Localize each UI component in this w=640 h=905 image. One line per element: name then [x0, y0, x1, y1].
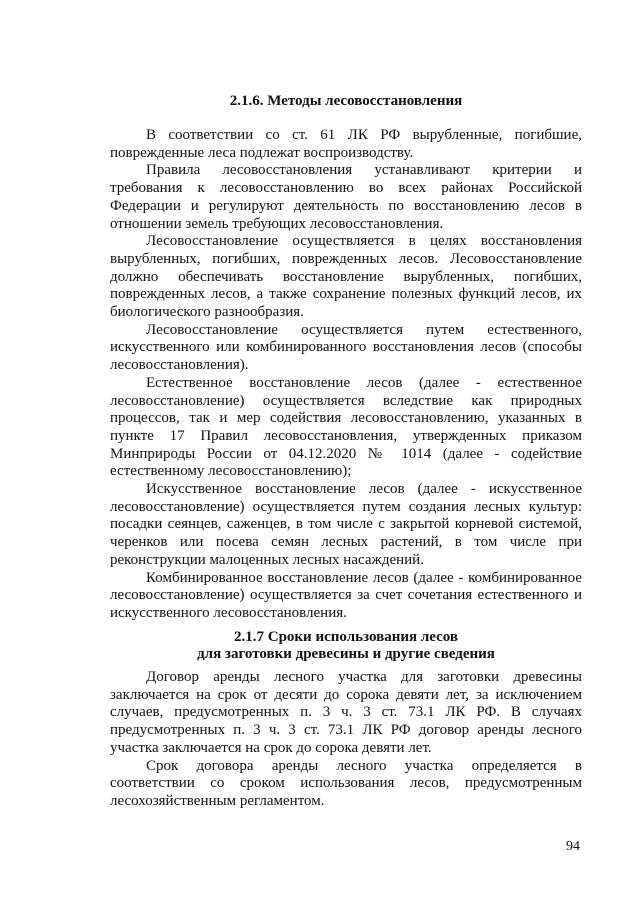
paragraph: Естественное восстановление лесов (далее - естественное лесовосстановление) осуществляется вследствие как природных процессов, так и мер содействия лесовосстановлению, указанных в пункте 17 Правил лесовосстановления, утвержденных приказом Минприроды России от 04.12.2020 № 1014 (далее - содействие естественному лесовосстановлению); — [110, 374, 582, 480]
paragraph: Лесовосстановление осуществляется путем естественного, искусственного или комбинированного восстановления лесов (способы лесовосстановления). — [110, 321, 582, 374]
section-heading-2-1-6: 2.1.6. Методы лесовосстановления — [229, 93, 463, 109]
section-heading-line-1: 2.1.7 Сроки использования лесов — [233, 629, 458, 645]
section-heading-2-1-7 — [110, 629, 582, 663]
paragraph: Лесовосстановление осуществляется в целях восстановления вырубленных, погибших, поврежденных лесов. Лесовосстановление должно обеспечивать восстановление вырубленных, погибших, поврежденных лесов, а также сохранение полезных функций лесов, их биологического разнообразия. — [110, 233, 582, 321]
paragraph: В соответствии со ст. 61 ЛК РФ вырубленные, погибшие, поврежденные леса подлежат воспроизводству. — [110, 127, 582, 161]
paragraph: Срок договора аренды лесного участка определяется в соответствии со сроком использования лесов, предусмотренным лесохозяйственным регламентом. — [110, 757, 582, 809]
paragraph: Комбинированное восстановление лесов (далее - комбинированное лесовосстановление) осуществляется за счет сочетания естественного и искусственного лесовосстановления. — [110, 569, 582, 621]
paragraph: Искусственное восстановление лесов (далее - искусственное лесовосстановление) осуществляется путем создания лесных культур: посадки сеянцев, саженцев, в том числе с закрытой корневой системой, черенков или посева семян лесных растений, в том числе при реконструкции малоценных лесных насаждений. — [110, 481, 582, 568]
page-number: 94 — [566, 839, 580, 854]
section-body-2-1-7 — [110, 669, 582, 811]
paragraph: Договор аренды лесного участка для заготовки древесины заключается на срок от десяти до сорока девяти лет, за исключением случаев, предусмотренных п. 3 ч. 3 ст. 73.1 ЛК РФ. В случаях предусмотренных п. 3 ч. 3 ст. 73.1 ЛК РФ договор аренды лесного участка заключается на срок до сорока девяти лет. — [110, 669, 582, 756]
section-heading-line-2: для заготовки древесины и другие сведения — [197, 646, 495, 662]
paragraph: Правила лесовосстановления устанавливают критерии и требования к лесовосстановлению во всех районах Российской Федерации и регулируют деятельность по восстановлению лесов в отношении земель требующих лесовосстановления. — [110, 162, 582, 232]
section-body-2-1-6 — [110, 127, 582, 623]
